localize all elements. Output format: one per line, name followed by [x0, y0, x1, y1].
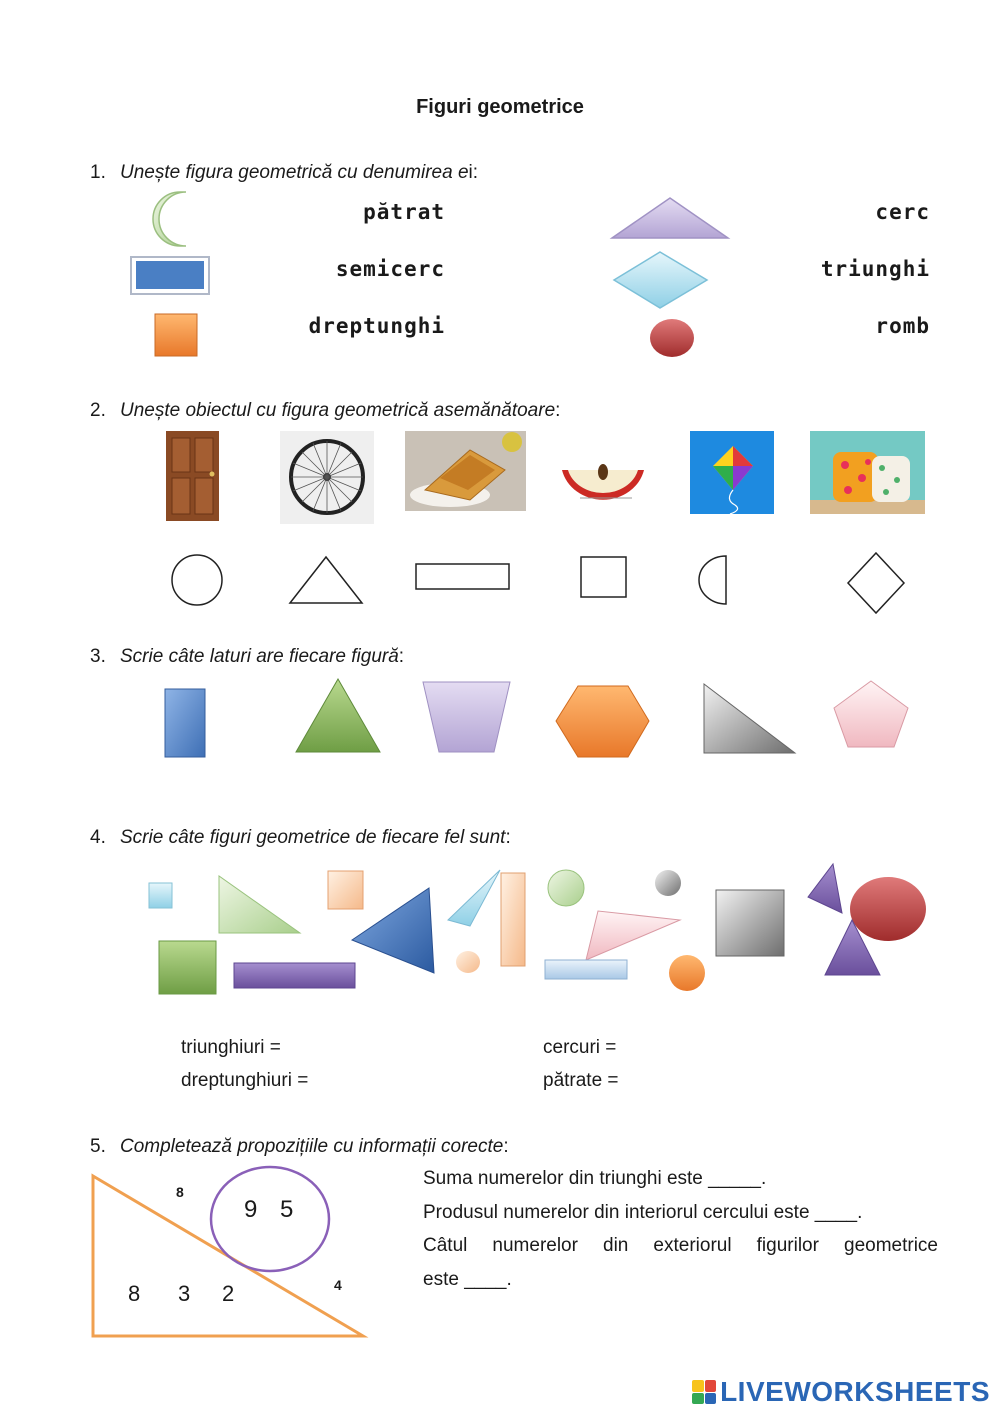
number-9: 9	[244, 1196, 258, 1223]
q4-circle-orange	[669, 955, 705, 991]
q4-circle-gray	[655, 870, 681, 896]
q4-triangle-blue	[352, 888, 434, 973]
q4-triangle-cyan	[448, 870, 500, 926]
q4-rectangle-orange-tall	[501, 873, 525, 966]
apple-picture	[562, 464, 644, 500]
number-2: 2	[222, 1281, 235, 1306]
q4-triangle-green-light	[219, 876, 300, 933]
question-colon: :	[555, 400, 561, 421]
word-cerc[interactable]: cerc	[875, 200, 930, 224]
outline-square	[581, 557, 626, 597]
number-8-bottom: 8	[128, 1281, 141, 1306]
word-patrat[interactable]: pătrat	[363, 200, 445, 224]
q4-triangle-purple-small	[808, 864, 842, 913]
number-4: 4	[334, 1277, 342, 1293]
question-number: 1.	[90, 162, 106, 183]
q3-right-triangle-shape	[704, 684, 795, 753]
outline-rectangle	[416, 564, 509, 589]
door-picture	[166, 431, 219, 521]
q1-square-shape	[155, 314, 197, 356]
question-text: Unește obiectul cu figura geometrică asemănătoare	[120, 400, 556, 421]
question-colon: :	[398, 646, 405, 667]
kite-picture	[690, 431, 774, 514]
q4-circle-red	[850, 877, 926, 941]
q4-rectangle-blue-light	[545, 960, 627, 979]
q3-pentagon-shape	[834, 681, 908, 747]
word-triunghi[interactable]: triunghi	[820, 257, 930, 281]
count-rectangles-label: dreptunghiuri =	[181, 1070, 309, 1091]
count-circles-label: cercuri =	[543, 1037, 617, 1058]
q3-triangle-shape	[296, 679, 380, 752]
question-colon: :	[505, 827, 511, 848]
q4-square-green	[159, 941, 216, 994]
sentence-4: este ____.	[423, 1268, 512, 1290]
outline-circle	[172, 555, 222, 605]
word-romb[interactable]: romb	[875, 314, 930, 338]
wheel-picture	[280, 431, 374, 524]
count-squares-label: pătrate =	[543, 1070, 619, 1091]
q3-rectangle-shape	[165, 689, 205, 757]
question-text: Scrie câte figuri geometrice de fiecare fel sunt	[120, 827, 506, 848]
q4-circle-green-light	[548, 870, 584, 906]
q1-semicircle-shape	[153, 192, 186, 246]
sentence-1: Suma numerelor din triunghi este _____.	[423, 1168, 767, 1189]
question-number: 2.	[90, 400, 106, 421]
sentence-3: Câtul numerelor din exteriorul figurilor geometrice	[423, 1235, 938, 1256]
q4-rectangle-purple	[234, 963, 355, 988]
word-semicerc[interactable]: semicerc	[335, 257, 445, 281]
q4-circle-peach	[456, 951, 480, 973]
question-number: 3.	[90, 646, 106, 667]
question-text: Completează propozițiile cu informații corecte	[120, 1136, 504, 1157]
liveworksheets-logo[interactable]	[692, 1376, 990, 1408]
q4-triangle-pink	[586, 911, 680, 960]
q3-trapezoid-shape	[423, 682, 510, 752]
outline-rhombus	[848, 553, 904, 613]
logo-text: LIVEWORKSHEETS	[720, 1376, 990, 1407]
number-5: 5	[280, 1196, 294, 1223]
question-colon: :	[503, 1136, 509, 1157]
question-text-part: e	[457, 162, 469, 183]
q1-triangle-shape	[612, 198, 728, 238]
q3-hexagon-shape	[556, 686, 649, 757]
page-title: Figuri geometrice	[416, 96, 584, 118]
count-triangles-label: triunghiuri =	[181, 1037, 281, 1058]
outline-triangle	[290, 557, 362, 603]
question-number: 4.	[90, 827, 106, 848]
q1-circle-shape	[650, 319, 694, 357]
sentence-2: Produsul numerelor din interiorul cercului este ____.	[423, 1201, 863, 1223]
outline-semicircle	[699, 556, 726, 604]
logo-icon	[692, 1380, 716, 1404]
word-dreptunghi[interactable]: dreptunghi	[308, 314, 445, 338]
pie-picture	[405, 431, 526, 511]
question-text-end: i:	[468, 162, 479, 183]
q4-square-gray	[716, 890, 784, 956]
question-number: 5.	[90, 1136, 106, 1157]
number-8-top: 8	[176, 1184, 184, 1200]
question-text: Unește figura geometrică cu denumirea	[120, 162, 458, 183]
q5-circle	[211, 1167, 329, 1271]
pillows-picture	[810, 431, 925, 514]
number-3: 3	[178, 1281, 191, 1306]
q1-rhombus-shape	[614, 252, 707, 308]
question-text: Scrie câte laturi are fiecare figură	[120, 646, 399, 667]
q4-square-small-cyan	[149, 883, 172, 908]
q4-square-orange-light	[328, 871, 363, 909]
